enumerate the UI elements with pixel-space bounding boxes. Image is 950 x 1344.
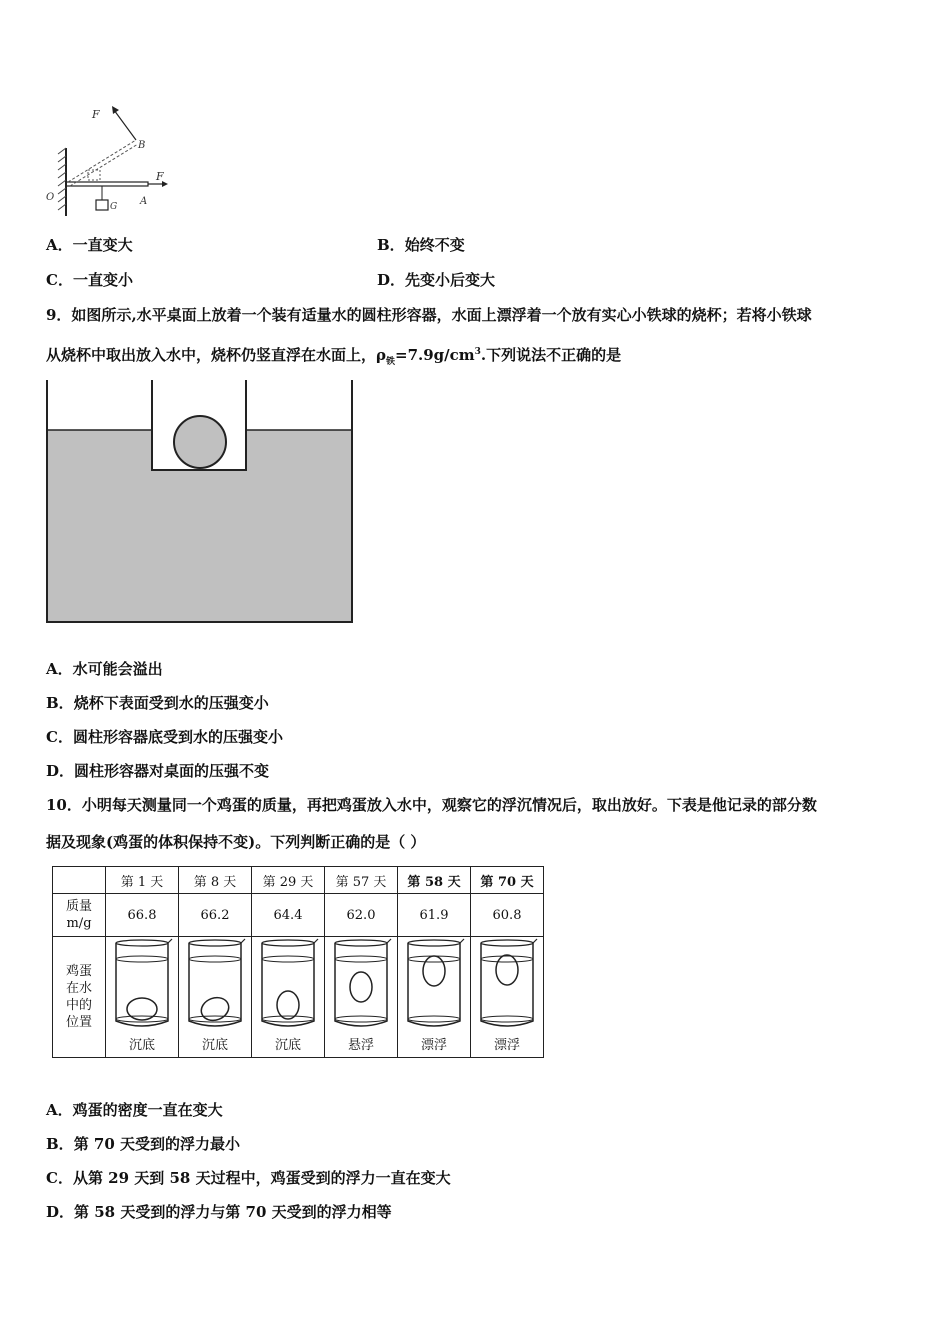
table-row — [53, 867, 544, 894]
beaker-cell — [252, 937, 325, 1058]
label-a: A — [140, 196, 148, 207]
q8-option-d: D．先变小后变大 — [377, 271, 496, 289]
q8-option-c: C．一直变小 — [46, 271, 133, 289]
label-f-top: F — [92, 108, 100, 121]
label-f-right: F — [156, 170, 164, 183]
container-figure — [44, 380, 356, 626]
day-29: 第 29 天 — [252, 867, 325, 894]
position-label: 鸡蛋 在水 中的 位置 — [53, 937, 106, 1058]
mass-value: 61.9 — [398, 894, 471, 937]
label-o: O — [46, 192, 55, 203]
beaker-cell — [471, 937, 544, 1058]
beaker-cell — [106, 937, 179, 1058]
state-label: 沉底 — [201, 1038, 228, 1053]
state-label: 沉底 — [274, 1038, 301, 1053]
state-label: 漂浮 — [493, 1038, 520, 1053]
mass-value: 66.8 — [106, 894, 179, 937]
q10-option-b: B．第 70 天受到的浮力最小 — [46, 1135, 241, 1153]
q8-option-a: A．一直变大 — [46, 236, 133, 254]
table-corner — [53, 867, 106, 894]
day-57: 第 57 天 — [325, 867, 398, 894]
day-1: 第 1 天 — [106, 867, 179, 894]
mass-value: 62.0 — [325, 894, 398, 937]
q9-option-b: B．烧杯下表面受到水的压强变小 — [46, 694, 269, 712]
q9-option-c: C．圆柱形容器底受到水的压强变小 — [46, 728, 283, 746]
label-g: G — [110, 202, 118, 212]
state-label: 漂浮 — [420, 1038, 447, 1053]
egg-table — [52, 866, 544, 1058]
mass-label: 质量 m/g — [53, 894, 106, 937]
state-label: 悬浮 — [347, 1038, 374, 1053]
iron-ball — [174, 416, 226, 468]
q10-option-c: C．从第 29 天到 58 天过程中，鸡蛋受到的浮力一直在变大 — [46, 1169, 451, 1187]
beaker-cell — [179, 937, 252, 1058]
day-58: 第 58 天 — [398, 867, 471, 894]
beaker-cell — [398, 937, 471, 1058]
egg-sinking — [198, 994, 232, 1024]
mass-value: 66.2 — [179, 894, 252, 937]
beaker-cell — [325, 937, 398, 1058]
table-row — [53, 894, 544, 937]
label-b: B — [138, 140, 146, 151]
q10-option-a: A．鸡蛋的密度一直在变大 — [46, 1101, 223, 1119]
q10-option-d: D．第 58 天受到的浮力与第 70 天受到的浮力相等 — [46, 1203, 392, 1221]
egg-floating — [496, 955, 518, 985]
state-label: 沉底 — [128, 1038, 155, 1053]
day-8: 第 8 天 — [179, 867, 252, 894]
day-70: 第 70 天 — [471, 867, 544, 894]
q9-stem-line1: 9．如图所示,水平桌面上放着一个装有适量水的圆柱形容器，水面上漂浮着一个放有实心小铁球的烧杯；若将小铁球 — [46, 306, 812, 324]
q9-stem-line2: 从烧杯中取出放入水中，烧杯仍竖直浮在水面上，$\rho_铁=7.9g/cm^3$.下列说法不正确的是 — [46, 346, 622, 367]
q9-option-a: A．水可能会溢出 — [46, 660, 163, 678]
q10-stem-line2: 据及现象(鸡蛋的体积保持不变)。下列判断正确的是（ ） — [46, 833, 426, 851]
egg-suspended — [350, 972, 372, 1002]
q9-option-d: D．圆柱形容器对桌面的压强不变 — [46, 762, 270, 780]
table-row — [53, 937, 544, 1058]
egg-floating — [423, 956, 445, 986]
q10-stem-line1: 10．小明每天测量同一个鸡蛋的质量，再把鸡蛋放入水中，观察它的浮沉情况后，取出放好。下表是他记录的部分数 — [46, 796, 817, 814]
mass-value: 60.8 — [471, 894, 544, 937]
lever-figure — [40, 98, 180, 220]
mass-value: 64.4 — [252, 894, 325, 937]
q8-option-b: B．始终不变 — [377, 236, 465, 254]
egg-sinking — [277, 991, 299, 1019]
